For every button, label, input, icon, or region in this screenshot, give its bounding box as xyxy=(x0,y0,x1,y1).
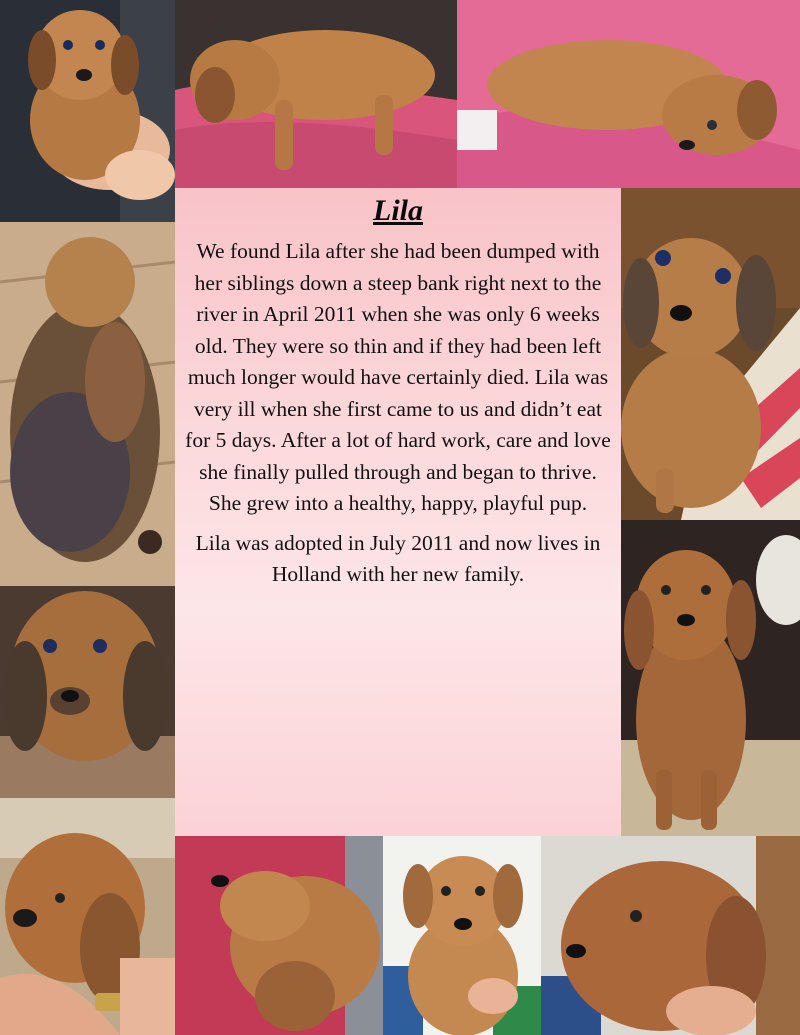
puppy-name-title: Lila xyxy=(373,194,423,227)
puppy-sleeping-on-red-photo xyxy=(175,836,383,1035)
puppy-held-on-lap-photo xyxy=(383,836,541,1035)
puppy-lying-on-pink-blanket-photo xyxy=(457,0,800,188)
puppy-sleeping-on-pink-blanket-photo xyxy=(175,0,457,188)
puppy-portrait-on-cushion-photo xyxy=(621,188,800,520)
puppy-held-in-hand-photo xyxy=(0,0,175,222)
adoption-text: Lila was adopted in July 2011 and now lives in Holland with her new family. xyxy=(195,530,601,586)
puppy-sitting-on-straw-photo xyxy=(621,520,800,836)
puppy-held-by-person-photo xyxy=(0,798,175,1035)
puppy-head-close-up-photo xyxy=(541,836,800,1035)
story-panel xyxy=(175,188,621,836)
rescue-story-text: We found Lila after she had been dumped with her siblings down a steep bank right next to the river in April 2011 when she was only 6 weeks old. They were so thin and if they had been left much longer would have certainly died. Lila was very ill when she first came to us and didn’t eat for 5 days. After a lot of hard work, care and love she finally pulled through and began to thrive. She grew into a healthy, happy, playful pup. xyxy=(185,239,611,515)
puppy-back-view-on-floor-photo xyxy=(0,222,175,586)
puppy-close-up-face-photo xyxy=(0,586,175,798)
